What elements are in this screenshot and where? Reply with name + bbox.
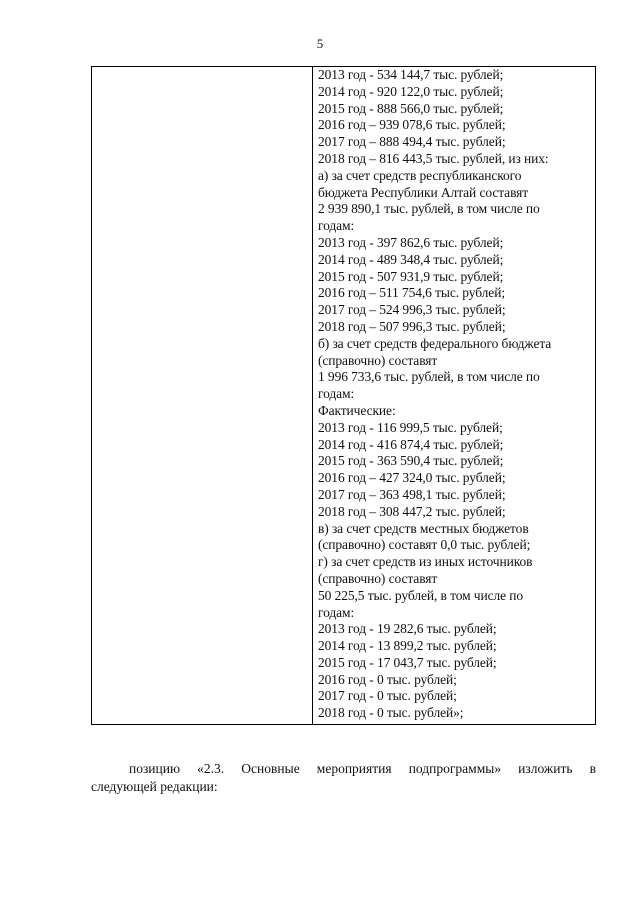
- table-line: 2017 год - 0 тыс. рублей;: [318, 688, 457, 704]
- table-line: годам:: [318, 386, 355, 402]
- table-line: 2017 год – 363 498,1 тыс. рублей;: [318, 486, 506, 502]
- table-line: 2015 год - 363 590,4 тыс. рублей;: [318, 453, 504, 469]
- table-line: 2018 год – 507 996,3 тыс. рублей;: [318, 318, 506, 334]
- paragraph-line: следующей редакции:: [91, 779, 218, 794]
- table-line: а) за счет средств республиканского: [318, 167, 522, 183]
- page-number: 5: [316, 36, 324, 51]
- table-line: 2017 год – 524 996,3 тыс. рублей;: [318, 302, 506, 318]
- table-line: 2013 год - 116 999,5 тыс. рублей;: [318, 419, 503, 435]
- funding-lines: [318, 67, 591, 722]
- table-line: бюджета Республики Алтай составят: [318, 184, 529, 200]
- paragraph-line: позицию «2.3. Основные мероприятия подпрограммы» изложить в: [129, 761, 596, 776]
- table-line: 2 939 890,1 тыс. рублей, в том числе по: [318, 201, 540, 217]
- table-line: (справочно) составят 0,0 тыс. рублей;: [318, 537, 531, 553]
- table-cell-left: [92, 67, 313, 725]
- table-line: 2016 год – 939 078,6 тыс. рублей;: [318, 117, 506, 133]
- table-row: [92, 67, 596, 725]
- passport-table: [91, 66, 596, 725]
- table-line: 2013 год - 19 282,6 тыс. рублей;: [318, 621, 497, 637]
- table-line: 2015 год - 888 566,0 тыс. рублей;: [318, 100, 504, 116]
- table-line: 2014 год - 920 122,0 тыс. рублей;: [318, 83, 504, 99]
- table-line: 2016 год – 511 754,6 тыс. рублей;: [318, 285, 505, 301]
- table-line: 2018 год – 308 447,2 тыс. рублей;: [318, 503, 506, 519]
- table-line: (справочно) составят: [318, 570, 438, 586]
- table-line: 50 225,5 тыс. рублей, в том числе по: [318, 587, 524, 603]
- table-line: 2015 год - 17 043,7 тыс. рублей;: [318, 654, 497, 670]
- table-line: Фактические:: [318, 402, 396, 418]
- table-line: 2016 год - 0 тыс. рублей;: [318, 671, 457, 687]
- instruction-paragraph: [91, 760, 596, 796]
- table-line: 2013 год - 534 144,7 тыс. рублей;: [318, 67, 504, 82]
- table-line: 2015 год - 507 931,9 тыс. рублей;: [318, 268, 504, 284]
- table-line: б) за счет средств федерального бюджета: [318, 335, 552, 351]
- table-line: 2013 год - 397 862,6 тыс. рублей;: [318, 234, 504, 250]
- table-line: 2014 год - 416 874,4 тыс. рублей;: [318, 436, 504, 452]
- table-line: 2014 год - 489 348,4 тыс. рублей;: [318, 251, 504, 267]
- table-line: г) за счет средств из иных источников: [318, 554, 533, 570]
- table-line: в) за счет средств местных бюджетов: [318, 520, 529, 536]
- table-line: 2018 год - 0 тыс. рублей»;: [318, 705, 464, 721]
- table-line: 2014 год - 13 899,2 тыс. рублей;: [318, 638, 497, 654]
- table-line: годам:: [318, 604, 355, 620]
- table-line: (справочно) составят: [318, 352, 438, 368]
- table-line: годам:: [318, 218, 355, 234]
- table-line: 2016 год – 427 324,0 тыс. рублей;: [318, 470, 506, 486]
- table-cell-right: [313, 67, 596, 725]
- table-line: 2018 год – 816 443,5 тыс. рублей, из них:: [318, 150, 549, 166]
- table-line: 1 996 733,6 тыс. рублей, в том числе по: [318, 369, 540, 385]
- table-line: 2017 год – 888 494,4 тыс. рублей;: [318, 134, 506, 150]
